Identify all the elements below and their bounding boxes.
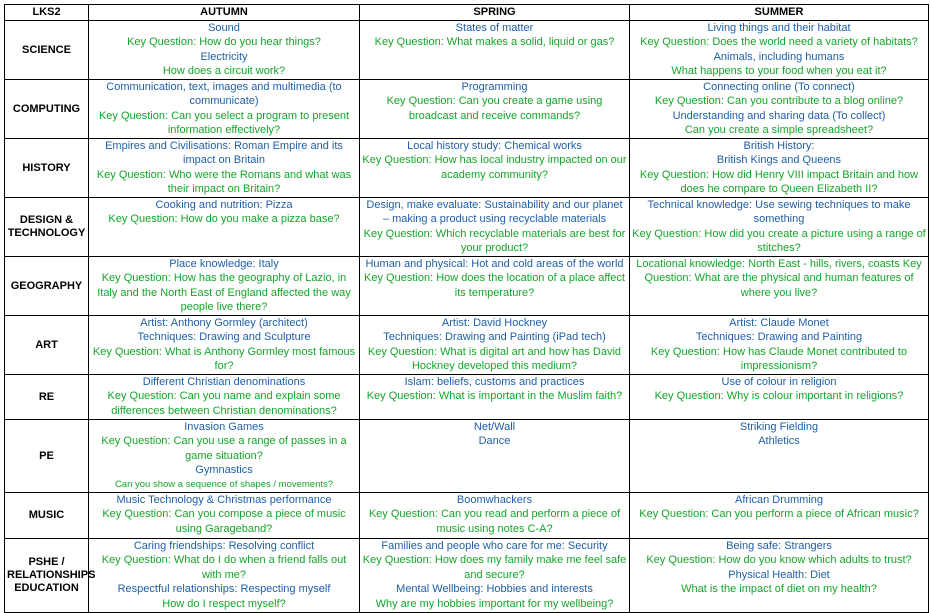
cell-pe-spring [360, 420, 630, 493]
subject-row-design-technology [5, 198, 929, 257]
cell-computing-summer [630, 80, 929, 139]
subject-label-line: COMPUTING [12, 102, 81, 115]
key-question-text: Key Question: How do you hear things? [127, 36, 321, 49]
subject-label [5, 420, 89, 493]
key-question-text: Key Question: How does the location of a place affect its temperature? [364, 272, 625, 299]
subject-label [5, 316, 89, 375]
subject-label [5, 493, 89, 539]
cell-art-autumn [89, 316, 360, 375]
key-question-text: What is the impact of diet on my health? [681, 583, 877, 596]
cell-history-autumn [89, 139, 360, 198]
key-question-text: Key Question: Which recyclable materials are best for your product? [363, 227, 626, 255]
topic-text: Artist: Anthony Gormley (architect) [140, 317, 308, 329]
key-question-text: Key Question: Can you compose a piece of music using Garageband? [102, 508, 346, 535]
key-question-text: How do I respect myself? [162, 597, 286, 610]
cell-science-summer [630, 21, 929, 80]
key-question-text: Key Question: What is Anthony Gormley most famous for? [92, 345, 356, 373]
subject-label [5, 198, 89, 257]
subject-label-line: MUSIC [28, 509, 65, 522]
key-question-text: Can you show a sequence of shapes / movements? [114, 478, 334, 490]
topic-text: Boomwhackers [456, 494, 533, 507]
subject-label [5, 21, 89, 80]
key-question-text: Key Question: What is important in the Muslim faith? [366, 390, 623, 403]
cell-design-technology-summer [630, 198, 929, 257]
topic-text: Cooking and nutrition: Pizza [155, 199, 293, 211]
key-question-text: Key Question: Can you perform a piece of African music? [639, 508, 919, 521]
topic-text: Place knowledge: Italy [169, 258, 279, 270]
subject-label-line: RE [38, 390, 55, 403]
cell-computing-spring [360, 80, 630, 139]
corner-header: LKS2 [5, 5, 89, 21]
cell-music-autumn [89, 493, 360, 539]
topic-text: Net/Wall [473, 421, 516, 433]
topic-text: Different Christian denominations [142, 376, 306, 388]
key-question-text: Key Question: What makes a solid, liquid or gas? [374, 36, 615, 49]
cell-science-autumn [89, 21, 360, 80]
key-question-text: What happens to your food when you eat it? [671, 65, 887, 78]
topic-text: Music Technology & Christmas performance [116, 494, 332, 507]
key-question-text: Locational knowledge: North East - hills, rivers, coasts Key Question: What are the physical and human features of where you live? [636, 258, 922, 299]
topic-text: Being safe: Strangers [726, 540, 832, 553]
cell-art-summer [630, 316, 929, 375]
subject-row-re [5, 375, 929, 420]
topic-text: Connecting online (To connect) [703, 81, 855, 93]
topic-text: Techniques: Drawing and Painting (iPad tech) [383, 331, 606, 344]
curriculum-table [4, 4, 929, 613]
key-question-text: Key Question: How did you create a picture using a range of stitches? [632, 227, 926, 255]
key-question-text: Key Question: How did Henry VIII impact Britain and how does he compare to Queen Elizabeth II? [639, 168, 919, 196]
topic-text: Dance [478, 435, 511, 448]
topic-text: British Kings and Queens [716, 154, 842, 167]
subject-label-line: SCIENCE [22, 43, 71, 56]
topic-text: Athletics [758, 435, 800, 448]
topic-text: States of matter [455, 22, 534, 34]
topic-text: Respectful relationships: Respecting myself [117, 583, 331, 596]
topic-text: African Drumming [734, 494, 824, 507]
key-question-text: How does a circuit work? [162, 65, 286, 78]
subject-label-line: ART [35, 338, 58, 351]
topic-text: Mental Wellbeing: Hobbies and interests [396, 583, 593, 596]
key-question-text: Key Question: Does the world need a variety of habitats? [640, 36, 918, 49]
topic-text: Artist: Claude Monet [729, 317, 829, 329]
key-question-text: Key Question: Why is colour important in religions? [654, 390, 904, 403]
subject-row-geography [5, 257, 929, 316]
subject-label-line: GEOGRAPHY [10, 279, 83, 292]
cell-music-summer [630, 493, 929, 539]
key-question-text: Key Question: How has local industry impacted on our academy community? [362, 154, 627, 181]
header-row [5, 5, 929, 21]
topic-text: Striking Fielding [739, 421, 819, 433]
key-question-text: Key Question: What do I do when a friend falls out with me? [101, 554, 347, 581]
key-question-text: Key Question: How do you know which adults to trust? [646, 554, 912, 567]
subject-label [5, 80, 89, 139]
topic-text: Techniques: Drawing and Painting [695, 331, 863, 344]
topic-text: Use of colour in religion [721, 376, 837, 388]
key-question-text: Key Question: How does my family make me feel safe and secure? [362, 554, 627, 581]
topic-text: Islam: beliefs, customs and practices [404, 376, 585, 388]
subject-label [5, 139, 89, 198]
cell-pe-summer [630, 420, 929, 493]
subject-row-history [5, 139, 929, 198]
subject-row-computing [5, 80, 929, 139]
topic-text: Physical Health: Diet [728, 568, 830, 581]
topic-text: Programming [461, 81, 528, 93]
cell-pshe-relationships-education-spring [360, 539, 630, 613]
subject-label [5, 257, 89, 316]
subject-label-line: DESIGN & [19, 214, 74, 226]
topic-text: Families and people who care for me: Security [381, 540, 608, 553]
topic-text: Electricity [200, 50, 248, 63]
cell-art-spring [360, 316, 630, 375]
key-question-text: Key Question: Who were the Romans and what was their impact on Britain? [96, 168, 352, 196]
topic-text: Design, make evaluate: Sustainability and our planet – making a product using recyclable materials [366, 199, 623, 226]
subject-label-line: RELATIONSHIPS [7, 569, 96, 582]
cell-pshe-relationships-education-summer [630, 539, 929, 613]
cell-geography-autumn [89, 257, 360, 316]
key-question-text: Key Question: Can you name and explain some differences between Christian denominations? [107, 390, 341, 417]
term-header-summer: SUMMER [630, 5, 929, 21]
key-question-text: Key Question: What is digital art and how has David Hockney developed this medium? [367, 345, 622, 373]
topic-text: Invasion Games [184, 421, 264, 433]
cell-re-summer [630, 375, 929, 420]
key-question-text: Key Question: Can you create a game using broadcast and receive commands? [386, 95, 603, 122]
subject-row-pshe-relationships-education [5, 539, 929, 613]
cell-history-spring [360, 139, 630, 198]
topic-text: Empires and Civilisations: Roman Empire and its impact on Britain [105, 140, 343, 167]
subject-label [5, 539, 96, 613]
topic-text: Human and physical: Hot and cold areas of the world [365, 258, 624, 270]
key-question-text: Key Question: Can you select a program to present information effectively? [98, 109, 350, 137]
subject-label-line: PE [39, 449, 54, 462]
subject-label-line: TECHNOLOGY [7, 227, 86, 239]
cell-design-technology-autumn [89, 198, 360, 257]
key-question-text: Key Question: Can you use a range of passes in a game situation? [101, 435, 347, 462]
cell-re-autumn [89, 375, 360, 420]
cell-pshe-relationships-education-autumn [89, 539, 360, 613]
term-header-spring: SPRING [360, 5, 630, 21]
cell-geography-spring [360, 257, 630, 316]
subject-label [5, 375, 89, 420]
key-question-text: Key Question: How do you make a pizza base? [108, 213, 340, 226]
cell-music-spring [360, 493, 630, 539]
cell-pe-autumn [89, 420, 360, 493]
topic-text: Caring friendships: Resolving conflict [133, 540, 315, 553]
cell-design-technology-spring [360, 198, 630, 257]
topic-text: Local history study: Chemical works [407, 140, 582, 152]
topic-text: Sound [208, 22, 240, 34]
cell-re-spring [360, 375, 630, 420]
cell-history-summer [630, 139, 929, 198]
topic-text: Communication, text, images and multimedia (to communicate) [106, 81, 342, 108]
key-question-text: Key Question: How has the geography of Lazio, in Italy and the North East of England affected the way people live there? [97, 272, 351, 314]
cell-geography-summer [630, 257, 929, 316]
subject-label-line: PSHE / [28, 556, 65, 569]
topic-text: Gymnastics [195, 464, 253, 477]
key-question-text: Key Question: How has Claude Monet contributed to impressionism? [650, 345, 908, 373]
subject-rows [5, 21, 929, 613]
subject-row-music [5, 493, 929, 539]
topic-text: Animals, including humans [713, 50, 845, 63]
cell-science-spring [360, 21, 630, 80]
subject-label-line: HISTORY [22, 161, 71, 174]
key-question-text: Key Question: Can you read and perform a piece of music using notes C-A? [368, 508, 621, 535]
subject-row-pe [5, 420, 929, 493]
key-question-text: Why are my hobbies important for my wellbeing? [375, 597, 614, 610]
topic-text: British History: [743, 140, 815, 152]
cell-computing-autumn [89, 80, 360, 139]
topic-text: Understanding and sharing data (To collect) [672, 109, 886, 122]
topic-text: Technical knowledge: Use sewing techniques to make something [647, 199, 911, 226]
topic-text: Artist: David Hockney [441, 317, 548, 329]
key-question-text: Can you create a simple spreadsheet? [684, 124, 874, 137]
subject-row-science [5, 21, 929, 80]
topic-text: Living things and their habitat [707, 22, 851, 34]
topic-text: Techniques: Drawing and Sculpture [137, 331, 311, 344]
key-question-text: Key Question: Can you contribute to a blog online? [654, 95, 904, 108]
subject-label-line: EDUCATION [14, 582, 79, 595]
subject-row-art [5, 316, 929, 375]
term-header-autumn: AUTUMN [89, 5, 360, 21]
